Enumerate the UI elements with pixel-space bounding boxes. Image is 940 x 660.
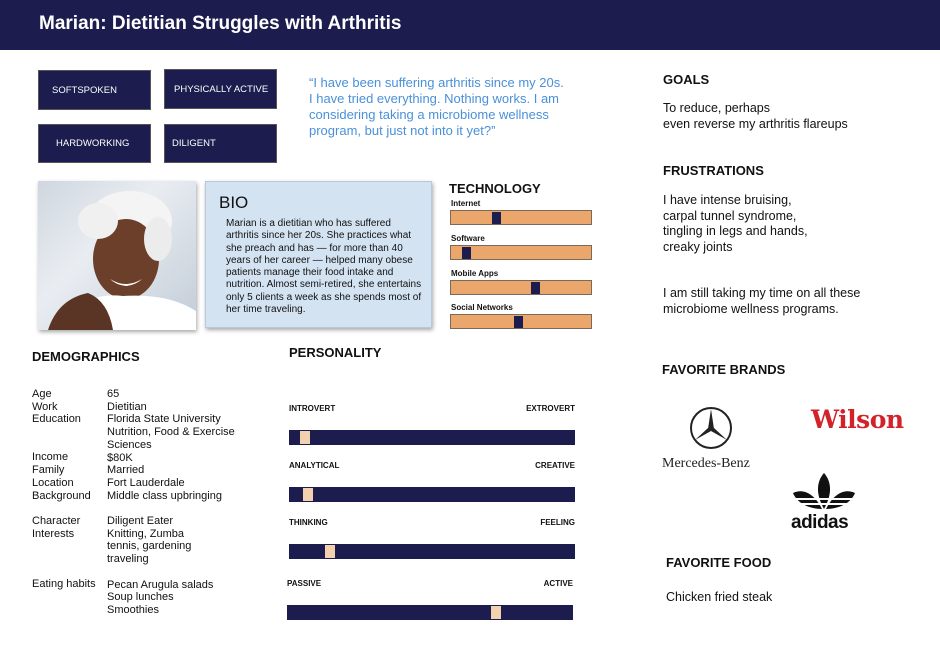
- technology-level-marker: [492, 212, 501, 224]
- eating-habits-value: Pecan Arugula salads: [107, 578, 214, 591]
- personality-level-marker: [300, 431, 310, 444]
- frustrations-text: [663, 193, 860, 317]
- goals-text: [663, 101, 848, 132]
- trait-label: HARDWORKING: [56, 138, 130, 149]
- trait-tag-physically-active: [164, 69, 277, 109]
- favorite-brands-heading: FAVORITE BRANDS: [662, 362, 786, 377]
- technology-label: Mobile Apps: [451, 269, 499, 278]
- trait-label: DILIGENT: [172, 138, 216, 149]
- favorite-food-heading: FAVORITE FOOD: [666, 555, 772, 570]
- trait-label: SOFTSPOKEN: [52, 84, 117, 96]
- frustrations-line: I am still taking my time on all these: [663, 286, 861, 300]
- interests-value: tennis, gardening: [107, 540, 192, 553]
- technology-label: Software: [451, 234, 485, 243]
- demographics-labels: [32, 388, 107, 591]
- eating-habits-value: Smoothies: [107, 603, 159, 616]
- page-title: Marian: Dietitian Struggles with Arthritis: [39, 13, 402, 34]
- mercedes-benz-wordmark: Mercedes-Benz: [662, 456, 750, 471]
- frustrations-line: carpal tunnel syndrome,: [663, 208, 797, 223]
- frustrations-heading: FRUSTRATIONS: [663, 163, 764, 178]
- technology-label: Social Networks: [451, 303, 513, 312]
- technology-bar: [450, 210, 592, 225]
- personality-right-label: FEELING: [540, 518, 575, 527]
- interests-label: Interests: [32, 527, 75, 540]
- adidas-trefoil-icon: [789, 471, 859, 511]
- character-value: Diligent Eater: [107, 515, 174, 528]
- personality-level-marker: [491, 606, 501, 619]
- frustrations-line: creaky joints: [663, 239, 733, 254]
- personality-heading: PERSONALITY: [289, 345, 382, 360]
- frustrations-line: tingling in legs and hands,: [663, 224, 808, 238]
- interests-value: Knitting, Zumba: [107, 527, 185, 540]
- persona-photo: [38, 181, 196, 330]
- persona-quote: “I have been suffering arthritis since my 20s. I have tried everything. Nothing works. I am considering taking a microbiome wellness program, but just not into it yet?”: [309, 75, 564, 138]
- trait-tag-hardworking: [38, 124, 151, 163]
- technology-level-marker: [514, 316, 523, 328]
- demographics-values: [107, 388, 257, 617]
- technology-label: Internet: [451, 199, 481, 208]
- personality-left-label: PASSIVE: [287, 579, 322, 588]
- technology-level-marker: [462, 247, 471, 259]
- personality-level-marker: [303, 488, 313, 501]
- family-value: Married: [107, 464, 145, 477]
- mercedes-benz-logo: [660, 404, 764, 474]
- bio-text: Marian is a dietitian who has suffered arthritis since her 20s. She practices what she preach and has — for more than 40 years of her career — helped many obese patients manage their food intake and nutrition. Almost semi-retired, she entertains only 5 clients a week as she spends most of her time traveling.: [226, 218, 422, 316]
- character-label: Character: [32, 514, 81, 527]
- adidas-logo: [789, 471, 859, 537]
- work-value: Dietitian: [107, 400, 147, 413]
- trait-tag-diligent: [164, 124, 277, 163]
- bio-title: BIO: [219, 193, 249, 212]
- personality-right-label: EXTROVERT: [526, 404, 575, 413]
- technology-level-marker: [531, 282, 540, 294]
- technology-bar: [450, 245, 592, 260]
- bio-card: [205, 181, 432, 328]
- education-value: Nutrition, Food & Exercise: [107, 426, 235, 439]
- frustrations-line: microbiome wellness programs.: [663, 301, 839, 316]
- personality-scale-bar: [287, 605, 573, 620]
- header-bar: [0, 0, 940, 50]
- favorite-food-item: Chicken fried steak: [666, 590, 773, 604]
- age-label: Age: [32, 388, 52, 400]
- interests-value: traveling: [107, 553, 149, 566]
- technology-heading: TECHNOLOGY: [449, 181, 541, 196]
- demographics-heading: DEMOGRAPHICS: [32, 349, 140, 364]
- personality-scale-bar: [289, 430, 575, 445]
- technology-bar: [450, 314, 592, 329]
- personality-left-label: THINKING: [289, 518, 328, 527]
- wilson-logo: Wilson: [811, 405, 904, 434]
- adidas-wordmark: adidas: [791, 512, 849, 533]
- frustrations-line: I have intense bruising,: [663, 193, 792, 207]
- personality-left-label: ANALYTICAL: [289, 461, 340, 470]
- personality-level-marker: [325, 545, 335, 558]
- location-label: Location: [32, 476, 74, 489]
- technology-bar: [450, 280, 592, 295]
- work-label: Work: [32, 400, 58, 413]
- goals-line: even reverse my arthritis flareups: [663, 116, 848, 131]
- family-label: Family: [32, 464, 65, 477]
- eating-habits-label: Eating habits: [32, 578, 96, 591]
- education-value: Sciences: [107, 438, 152, 451]
- mercedes-star-icon: [660, 404, 764, 452]
- trait-tag-softspoken: [38, 70, 151, 110]
- age-value: 65: [107, 388, 120, 400]
- personality-right-label: ACTIVE: [543, 579, 573, 588]
- personality-scale-bar: [289, 544, 575, 559]
- income-value: $80K: [107, 451, 133, 464]
- personality-scale-bar: [289, 487, 575, 502]
- trait-label: PHYSICALLY ACTIVE: [174, 83, 269, 95]
- education-value: Florida State University: [107, 413, 221, 426]
- personality-left-label: INTROVERT: [289, 404, 336, 413]
- eating-habits-value: Soup lunches: [107, 591, 174, 604]
- background-label: Background: [32, 489, 91, 502]
- education-label: Education: [32, 413, 81, 426]
- personality-right-label: CREATIVE: [535, 461, 575, 470]
- income-label: Income: [32, 451, 69, 464]
- goals-line: To reduce, perhaps: [663, 101, 771, 115]
- goals-heading: GOALS: [663, 72, 710, 87]
- background-value: Middle class upbringing: [107, 489, 222, 502]
- location-value: Fort Lauderdale: [107, 476, 185, 489]
